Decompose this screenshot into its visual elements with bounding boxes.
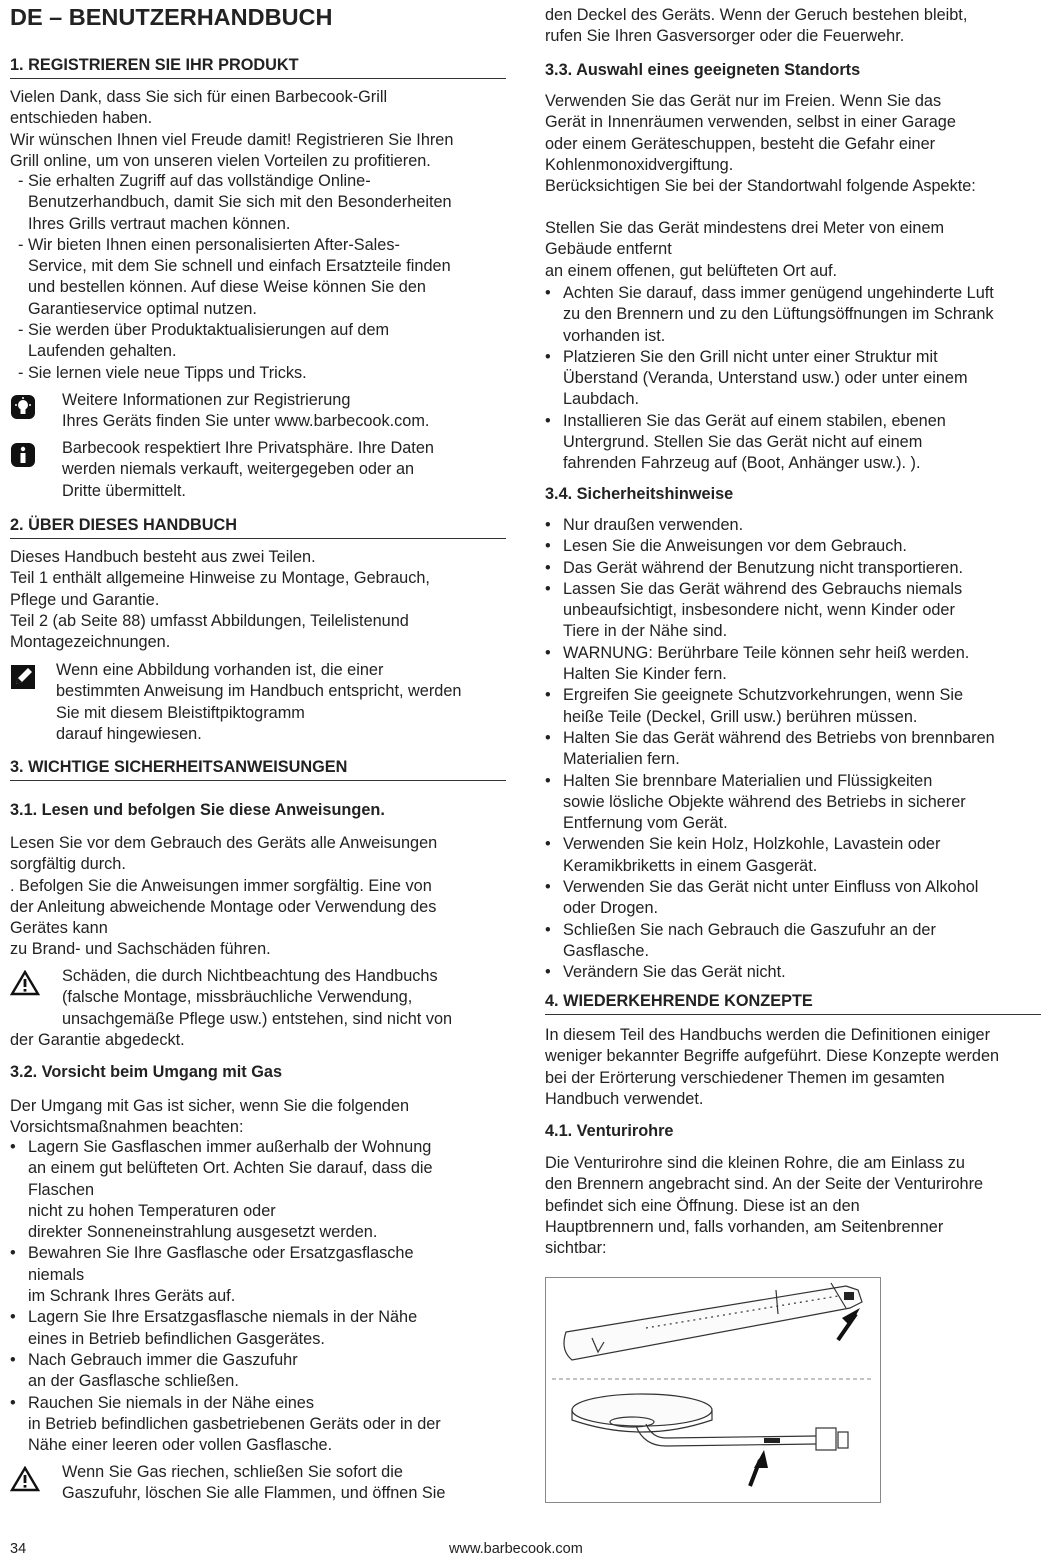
list-item-text: Lesen Sie die Anweisungen vor dem Gebrauch. (563, 537, 907, 556)
warning-note-1-text: Schäden, die durch Nichtbeachtung des Handbuchs (falsche Montage, missbräuchliche Verwendung, unsachgemäße Pflege usw.) entstehen, sind nicht von (62, 967, 453, 1028)
list-item: - Sie werden über Produktaktualisierungen auf dem Laufenden gehalten. (18, 321, 390, 361)
list-item (545, 920, 1043, 963)
list-item (10, 1137, 506, 1243)
pencil-icon (10, 664, 36, 690)
list-item-text: Halten Sie brennbare Materialien und Flüssigkeiten sowie lösliche Objekte während des Betriebs in sicherer Entfernung vom Gerät. (563, 771, 966, 833)
list-item (545, 558, 1043, 579)
info-icon (10, 442, 36, 468)
list-item (545, 347, 1043, 411)
section-1-intro: Vielen Dank, dass Sie sich für einen Barbecook-Grill entschieden haben. (10, 88, 388, 128)
section-3-3-text: Verwenden Sie das Gerät nur im Freien. Wenn Sie das Gerät in Innenräumen verwenden, selbst in einer Garage oder einem Geräteschuppen, besteht die Gefahr einer Kohlenmonoxidvergiftung. Berücksichtigen Sie bei der Standortwahl folgende Aspekte: (545, 92, 976, 196)
warning-note-1-tail: der Garantie abgedeckt. (10, 1030, 185, 1049)
list-item-text: Rauchen Sie niemals in der Nähe eines in Betrieb befindlichen gasbetriebenen Geräts oder in der Nähe einer leeren oder vollen Gasflasche. (28, 1393, 441, 1455)
list-item (545, 685, 1043, 728)
section-3-heading: 3. WICHTIGE SICHERHEITSANWEISUNGEN (10, 758, 506, 781)
list-item-text: Bewahren Sie Ihre Gasflasche oder Ersatzgasflasche niemals im Schrank Ihres Geräts auf. (28, 1244, 414, 1306)
list-item (545, 877, 1043, 920)
warning-note-2-continued: den Deckel des Geräts. Wenn der Geruch bestehen bleibt, rufen Sie Ihren Gasversorger oder die Feuerwehr. (545, 6, 968, 46)
section-3-3-distance: Stellen Sie das Gerät mindestens drei Meter von einem Gebäude entfernt an einem offenen, gut belüfteten Ort auf. (545, 219, 945, 280)
section-1-wish: Wir wünschen Ihnen viel Freude damit! Registrieren Sie Ihren Grill online, um von unseren vielen Vorteilen zu profitieren. (10, 131, 454, 171)
list-item: - Sie erhalten Zugriff auf das vollständige Online- Benutzerhandbuch, damit Sie sich mit den Besonderheiten Ihres Grills vertraut machen können. (18, 172, 452, 233)
footer-url[interactable]: www.barbecook.com (449, 1541, 583, 1557)
safety-bullet-list (545, 515, 1043, 984)
list-item: - Wir bieten Ihnen einen personalisierten After-Sales- Service, mit dem Sie schnell und einfach Ersatzteile finden und bestellen können. Auf diese Weise können Sie den Garantieservice optimal nutzen. (18, 235, 451, 318)
section-3-1-text: Lesen Sie vor dem Gebrauch des Geräts alle Anweisungen sorgfältig durch. . Befolgen Sie die Anweisungen immer sorgfältig. Eine von der Anleitung abweichende Montage oder Verwendung des Gerätes kann zu Brand- und Sachschäden führen. (10, 834, 438, 959)
list-item-text: Halten Sie das Gerät während des Betriebs von brennbaren Materialien fern. (563, 728, 995, 769)
section-1-heading: 1. REGISTRIEREN SIE IHR PRODUKT (10, 56, 506, 79)
list-item (545, 834, 1043, 877)
list-item (10, 1350, 506, 1393)
list-item (10, 1243, 506, 1307)
list-item: - Sie lernen viele neue Tipps und Tricks. (18, 363, 307, 382)
warning-note-2 (10, 1462, 506, 1505)
list-item-text: Das Gerät während der Benutzung nicht transportieren. (563, 558, 964, 577)
list-item (545, 536, 1043, 557)
section-3-2-intro: Der Umgang mit Gas ist sicher, wenn Sie die folgenden Vorsichtsmaßnahmen beachten: (10, 1097, 410, 1137)
list-item-text: Ergreifen Sie geeignete Schutzvorkehrungen, wenn Sie heiße Teile (Deckel, Grill usw.) berühren müssen. (563, 686, 964, 726)
page-number: 34 (10, 1541, 27, 1557)
section-3-3-heading: 3.3. Auswahl eines geeigneten Standorts (545, 61, 861, 79)
list-item (545, 411, 1043, 475)
pencil-note-text: Wenn eine Abbildung vorhanden ist, die einer bestimmten Anweisung im Handbuch entspricht, werden Sie mit diesem Bleistiftpiktogramm darauf hingewiesen. (56, 661, 462, 743)
section-3-1-heading: 3.1. Lesen und befolgen Sie diese Anweisungen. (10, 801, 385, 819)
warning-note-2-text: Wenn Sie Gas riechen, schließen Sie sofort die Gaszufuhr, löschen Sie alle Flammen, und öffnen Sie (62, 1463, 446, 1503)
section-4-1-text: Die Venturirohre sind die kleinen Rohre, die am Einlass zu den Brennern angebracht sind. An der Seite der Venturirohre befindet sich eine Öffnung. Diese ist an den Hauptbrennern und, falls vorhanden, am Seitenbrenner sichtbar: (545, 1154, 984, 1258)
list-item-text: Lagern Sie Ihre Ersatzgasflasche niemals in der Nähe eines in Betrieb befindlichen Gasgerätes. (28, 1308, 418, 1348)
warning-note-1 (10, 966, 506, 1051)
section-2-text: Dieses Handbuch besteht aus zwei Teilen. Teil 1 enthält allgemeine Hinweise zu Montage, Gebrauch, Pflege und Garantie. Teil 2 (ab Seite 88) umfasst Abbildungen, Teilelistenund Montagezeichnungen. (10, 548, 430, 652)
warning-icon (10, 970, 36, 996)
lightbulb-icon (10, 394, 36, 420)
list-item-text: Lagern Sie Gasflaschen immer außerhalb der Wohnung an einem gut belüfteten Ort. Achten Sie darauf, dass die Flaschen nicht zu hohen Temperaturen oder direkter Sonneneinstrahlung ausgesetzt werden. (28, 1138, 433, 1242)
pencil-note (10, 660, 506, 745)
section-4-text: In diesem Teil des Handbuchs werden die Definitionen einiger weniger bekannter Begriffe aufgeführt. Diese Konzepte werden bei der Erörterung verschiedener Themen im gesamten Handbuch verwendet. (545, 1026, 1000, 1108)
list-item (545, 728, 1043, 771)
location-bullet-list (545, 283, 1043, 475)
list-item (545, 643, 1043, 686)
list-item (545, 962, 1043, 983)
gas-bullet-list (10, 1137, 506, 1456)
venturi-illustration (546, 1278, 880, 1502)
section-4-1-heading: 4.1. Venturirohre (545, 1122, 674, 1140)
venturi-figure (545, 1277, 881, 1503)
list-item (545, 283, 1043, 347)
section-3-2-heading: 3.2. Vorsicht beim Umgang mit Gas (10, 1063, 283, 1081)
list-item-text: Lassen Sie das Gerät während des Gebrauchs niemals unbeaufsichtigt, insbesondere nicht, wenn Kinder oder Tiere in der Nähe sind. (563, 579, 963, 641)
list-item-text: Nach Gebrauch immer die Gaszufuhr an der Gasflasche schließen. (28, 1350, 298, 1391)
privacy-note (10, 438, 506, 502)
section-1-list (18, 171, 508, 384)
list-item-text: Platzieren Sie den Grill nicht unter einer Struktur mit Überstand (Veranda, Unterstand usw.) oder unter einem Laubdach. (563, 347, 968, 409)
list-item-text: Achten Sie darauf, dass immer genügend ungehinderte Luft zu den Brennern und zu den Lüftungsöffnungen im Schrank vorhanden ist. (563, 284, 994, 345)
list-item-text: Verändern Sie das Gerät nicht. (563, 963, 786, 982)
list-item (545, 771, 1043, 835)
list-item (545, 579, 1043, 643)
section-2-heading: 2. ÜBER DIESES HANDBUCH (10, 516, 506, 539)
tip-note-text: Weitere Informationen zur Registrierung Ihres Geräts finden Sie unter www.barbecook.com. (62, 391, 430, 431)
warning-icon (10, 1466, 36, 1492)
list-item (545, 515, 1043, 536)
tip-note (10, 390, 506, 433)
list-item-text: Installieren Sie das Gerät auf einem stabilen, ebenen Untergrund. Stellen Sie das Gerät nicht auf einem fahrenden Fahrzeug auf (Boot, Anhänger usw.). ). (563, 411, 946, 473)
section-4-heading: 4. WIEDERKEHRENDE KONZEPTE (545, 992, 1041, 1015)
list-item-text: Nur draußen verwenden. (563, 516, 744, 534)
list-item-text: Verwenden Sie kein Holz, Holzkohle, Lavastein oder Keramikbriketts in einem Gasgerät. (563, 835, 941, 875)
list-item-text: Schließen Sie nach Gebrauch die Gaszufuhr an der Gasflasche. (563, 920, 936, 960)
privacy-note-text: Barbecook respektiert Ihre Privatsphäre. Ihre Daten werden niemals verkauft, weitergegeben oder an Dritte übermittelt. (62, 439, 434, 500)
list-item (10, 1393, 506, 1457)
section-3-4-heading: 3.4. Sicherheitshinweise (545, 485, 734, 503)
list-item-text: Verwenden Sie das Gerät nicht unter Einfluss von Alkohol oder Drogen. (563, 878, 979, 918)
list-item-text: WARNUNG: Berührbare Teile können sehr heiß werden. Halten Sie Kinder fern. (563, 643, 970, 684)
page-title: DE – BENUTZERHANDBUCH (10, 4, 333, 30)
list-item (10, 1307, 506, 1350)
